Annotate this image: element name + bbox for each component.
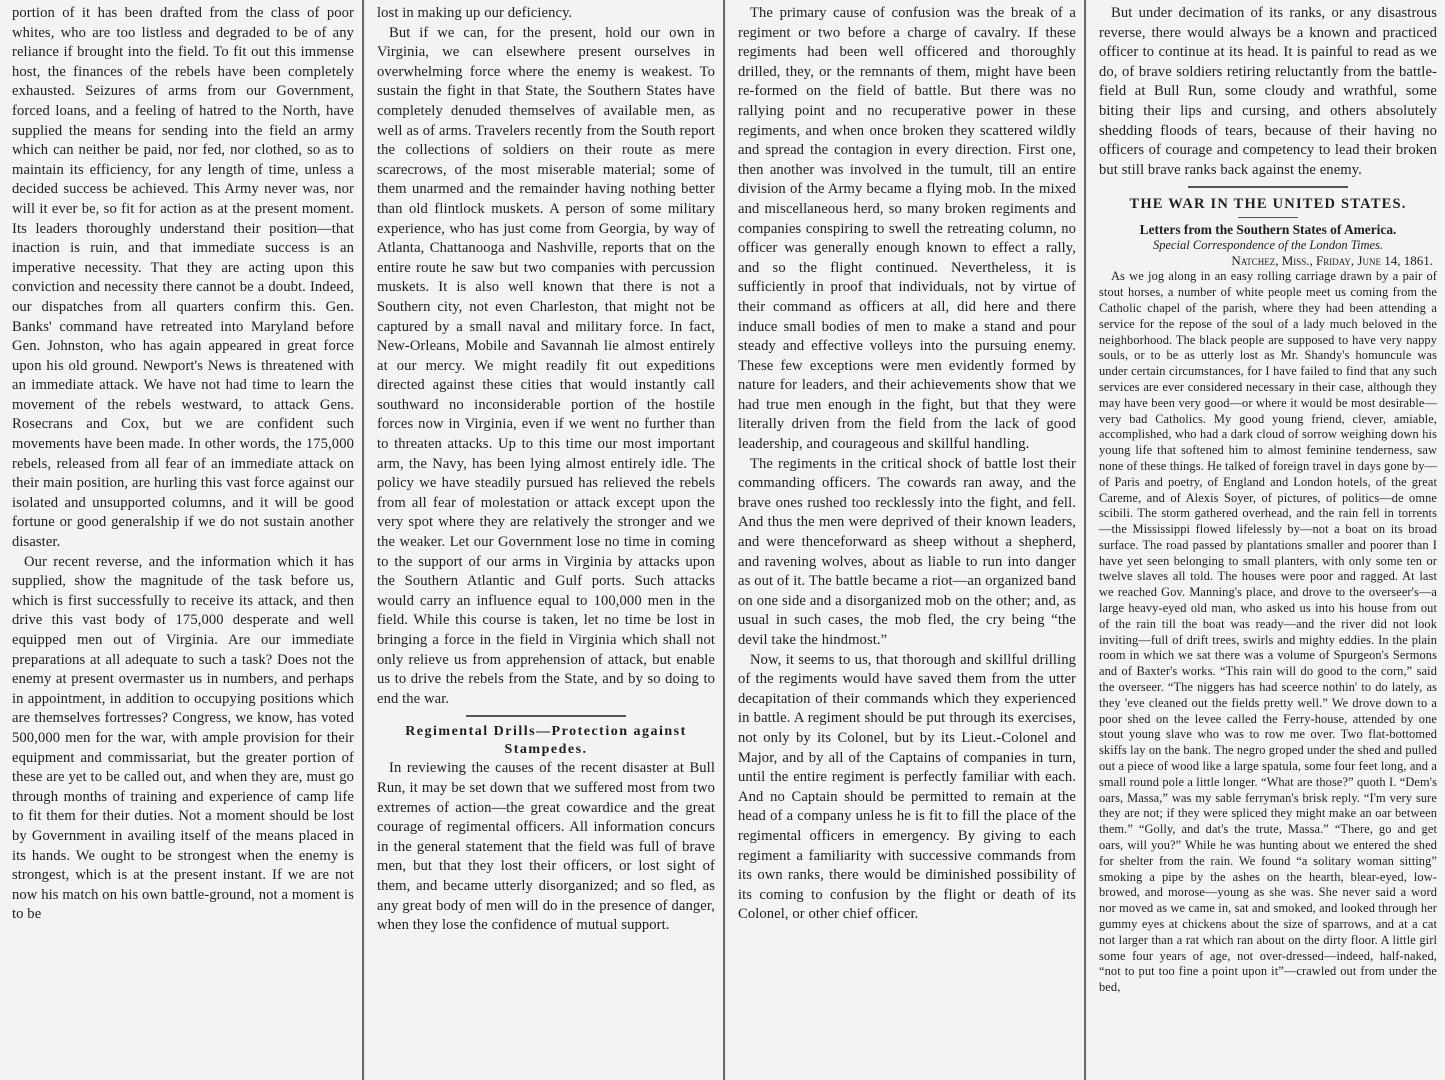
paragraph: The primary cause of confusion was the break of a regiment or two before a charge of cavalry. If these regiments had been well officered and thoroughly drilled, they, or the remnants of them, might have been re-formed on the field of battle. But there was no rallying point and no recuperative power in these regiments, and when once broken they scattered wildly and spread the contagion in every direction. First one, then another was involved in the tumult, till an entire division of the Army became a flying mob. In the mixed and miscellaneous herd, so many broken regiments and companies conspiring to swell the retreating column, no officer was generally enough known to effect a rally, and so the flight continued. Nevertheless, it is sufficiently in proof that individuals, not by virtue of their command as officers at all, did here and there induce small bodies of men to make a stand and pour steady and effective volleys into the pursuing enemy. These few exceptions were men evidently formed by nature for leaders, and their achievements show that we had true men enough in the fight, but that they were literally driven from the field from the lack of good leadership, and courageous and skillful handling. xyxy=(738,5,1076,453)
column-3 xyxy=(726,0,1084,1080)
article-divider xyxy=(466,715,626,717)
correspondent-line: Special Correspondence of the London Times. xyxy=(1152,238,1384,253)
headline-divider xyxy=(1238,217,1298,218)
paragraph: Our recent reverse, and the information which it has supplied, show the magnitude of the task before us, which is first successfully to receive its attack, and then drive this vast body of 175,000 desperate and well equipped men out of Virginia. Are our immediate preparations at all adequate to such a task? Does not the enemy at present overmaster us in numbers, and perhaps in appointment, in addition to occupying positions which are themselves fortresses? Congress, we know, has voted 500,000 men for the war, with ample provision for their equipment and commissariat, but the greater portion of these are yet to be called out, and when they are, must go through months of training and experience of camp life to fit them for their duties. Not a moment should be lost by Government in availing itself of the means placed in its hands. We ought to be strongest when the enemy is strongest, which is at the present instant. If we are not now his match on his own battle-ground, not a moment is to be xyxy=(12,553,354,923)
paragraph: portion of it has been drafted from the class of poor whites, who are too listless and degraded to be of any reliance if brought into the field. To fit out this immense host, the finances of the rebels have been completely exhausted. Seizures of arms from our Government, forced loans, and a feeling of hatred to the North, have supplied the means for sending into the field an army which can neither be paid, nor fed, nor clothed, so as to maintain its efficiency, for any length of time, unless a decided success be achieved. This Army never was, nor will it ever be, so fit for action as at the present moment. Its leaders thoroughly understand their position—that inaction is ruin, and that immediate success is an imperative necessity. That they are acting upon this conviction and necessity there cannot be a doubt. Indeed, our dispatches from all quarters confirm this. Gen. Banks' command have retreated into Maryland before Gen. Johnston, who has again appeared in great force upon his old ground. Newport's News is threatened with an immediate attack. We have not had time to learn the movement of the rebels westward, to attack Gens. Rosecrans and Cox, but we are confident such movements have been made. In other words, the 175,000 rebels, released from all fear of an immediate attack on their main position, are hurling this vast force against our isolated and unsupported columns, and it will be good fortune or good generalship if we do not sustain another disaster. xyxy=(12,5,354,551)
paragraph: Now, it seems to us, that thorough and skillful drilling of the regiments would have saved them from the utter decapitation of their commands which they experienced in battle. A regiment should be put through its exercises, not only by its Colonel, but by its Lieut.-Colonel and Major, and by all of the Captains of companies in turn, until the entire regiment is perfectly familiar with each. And no Captain should be permitted to remain at the head of a company unless he is fit to fill the place of the regimental officers in emergency. By giving to each regiment a familiarity with successive commands from its own ranks, there would be diminished possibility of its coming to confusion by the flight or death of its Colonel, or other chief officer. xyxy=(738,651,1076,923)
paragraph: But if we can, for the present, hold our own in Virginia, we can elsewhere present ourselves in overwhelming force where the enemy is weakest. To sustain the fight in that State, the Southern States have completely denuded themselves of available men, as well as of arms. Travelers recently from the South report the collections of soldiers on their route as mere scarecrows, of the most miserable material; some of them unarmed and the remainder having nothing better than old flintlock muskets. A person of some military experience, who has just come from Georgia, by way of Atlanta, Chattanooga and Nashville, reports that on the entire route he saw but two companies with percussion muskets. It is also well known that there is not a Southern city, not even Charleston, that might not be captured by a small naval and military force. In fact, New-Orleans, Mobile and Savannah lie almost entirely at our mercy. We might readily fit out expeditions directed against these cities that would instantly call southward no inconsiderable portion of the hostile forces now in Virginia, even if we went no further than to threaten attacks. Up to this time our most important arm, the Navy, has been lying almost entirely idle. The policy we have steadily pursued has relieved the rebels from all fear of molestation or attack except upon the very spot where they are relatively the stronger and we the weaker. Let our Government lose no time in coming to the support of our arms in Virginia by attacks upon the Southern Atlantic and Gulf ports. Such attacks would carry an influence equal to 100,000 men in the field. While this course is taken, let no time be lost in bringing a force in the field in Virginia which shall not only relieve us from apprehension of attack, but enable us to drive the rebels from the State, and by so doing to end the war. xyxy=(377,24,715,707)
column-1 xyxy=(0,0,362,1080)
article-headline: Regimental Drills—Protection against Stampedes. xyxy=(405,724,687,758)
letter-body xyxy=(1099,269,1437,996)
column-rule xyxy=(1084,0,1086,1080)
article-divider xyxy=(1188,186,1348,188)
column-4 xyxy=(1087,0,1445,1080)
dateline: Natchez, Miss., Friday, June 14, 1861. xyxy=(1231,253,1433,269)
article-headline: THE WAR IN THE UNITED STATES. xyxy=(1129,196,1407,213)
column-rule xyxy=(723,0,725,1080)
column-2 xyxy=(365,0,723,1080)
paragraph: But under decimation of its ranks, or any disastrous reverse, there would always be a known and practiced officer to continue at its head. It is painful to read as we do, of brave soldiers retiring reluctantly from the battle-field at Bull Run, some cloudy and wrathful, some biting their lips and cursing, and others absolutely shedding floods of tears, because of their having no officers of courage and competency to lead their broken but still brave ranks back against the enemy. xyxy=(1099,5,1437,178)
column-rule xyxy=(362,0,364,1080)
paragraph: lost in making up our deficiency. xyxy=(377,5,573,21)
paragraph: In reviewing the causes of the recent disaster at Bull Run, it may be set down that we suffered most from two extremes of action—the great cowardice and the great courage of regimental officers. All information concurs in the general statement that the field was full of brave men, but that they lost their officers, or lost sight of them, and became utterly disorganized; and so fled, as any great body of men will do in the presence of danger, when they lose the confidence of mutual support. xyxy=(377,760,715,934)
article-subhead: Letters from the Southern States of America. xyxy=(1139,222,1397,238)
paragraph: The regiments in the critical shock of battle lost their commanding officers. The cowards ran away, and the brave ones rushed too recklessly into the fight, and fell. And thus the men were deprived of their known leaders, and were thenceforward as sheep without a shepherd, and ravening wolves, about as liable to run into danger as out of it. The battle became a riot—an organized band on one side and a disorganized mob on the other; and, as usual in such cases, the mob fled, the cry being “the devil take the hindmost.” xyxy=(738,455,1076,648)
paragraph: As we jog along in an easy rolling carriage drawn by a pair of stout horses, a number of white people meet us coming from the Catholic chapel of the parish, where they had been attending a service for the repose of the soul of a lady much beloved in the neighborhood. The black people are supposed to have very nappy souls, or to be as utterly lost as Mr. Shandy's homuncule was under certain circumstances, for I have failed to find that any such services are ever considered necessary in their case, although they may have been very good—or where it would be most desirable—very bad Catholics. My good young friend, clever, amiable, accomplished, who had a dark cloud of sorrow weighing down his young life that softened him to almost feminine tenderness, saw none of these things. He talked of foreign travel in days gone by—of Paris and poetry, of England and London hotels, of the great Careme, and of Alexis Soyer, of pictures, of politics—de omne scibili. The storm gathered overhead, and the rain fell in torrents—the Mississippi flowed lifelessly by—not a boat on its broad surface. The road passed by plantations smaller and poorer than I have yet seen belonging to small planters, with only some ten or twelve slaves all told. The houses were poor and ragged. At last we reached Gov. Manning's place, and drove to the overseer's—a large heavy-eyed old man, who asked us into his house from out of the rain till the boat was ready—and the river did not look inviting—full of drift trees, swirls and mighty eddies. In the plain room in which we sat there was a volume of Spurgeon's Sermons and of Baxter's works. “This rain will do good to the corn,” said the overseer. “The niggers has had sceerce nothin' to do lately, as they 'eve cleaned out the fields pretty well.” We drove down to a poor shed on the levee called the Ferry-house, attended by one stout young slave who was to row me over. Two flat-bottomed skiffs lay on the bank. The negro groped under the shed and pulled out a piece of wood like a large spatula, some four feet long, and a small round pole a little longer. “What are those?” quoth I. “Dem's oars, Massa,” was my sable ferryman's brisk reply. “I'm very sure they are not; if they were spliced they might make an oar between them.” “Golly, and dat's the trute, Massa.” “There, go and get oars, will you?” While he was hunting about we entered the shed for shelter from the rain. We found “a solitary woman sitting” smoking a pipe by the ashes on the hearth, blear-eyed, low-browed, and morose—young as she was. She never said a word nor moved as we came in, sat and smoked, and looked through her gummy eyes at chickens about the size of sparrows, and at a cat not larger than a rat which ran about on the dirty floor. A little girl some four years of age, not over-dressed—indeed, half-naked, “not to put too fine a point upon it”—crawled out from under the bed, xyxy=(1099,269,1437,995)
